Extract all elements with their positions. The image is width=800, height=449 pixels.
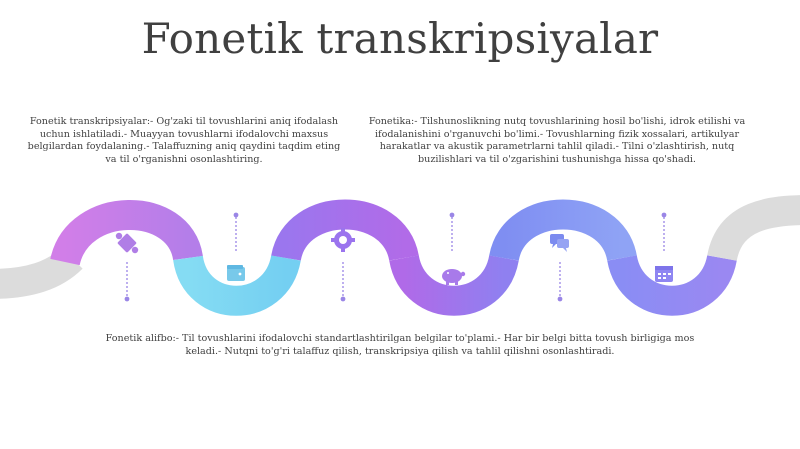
text-block-fonetik-transkripsiyalar: Fonetik transkripsiyalar:- Og'zaki til tovushlarini aniq ifodalash uchun ishlatiladi.- Muayyan tovushlarni ifodalovchi maxsus belgilardan foydalaning.- Talaffuzning aniq qaydini taqdim eting va til o'rganishni osonlashtiring. — [27, 116, 341, 165]
pointer-dot-6 — [662, 213, 667, 218]
page-title: Fonetik transkripsiyalar — [141, 14, 659, 63]
chat-icon — [550, 234, 569, 252]
piggy-bank-icon — [442, 269, 465, 285]
gear-icon — [331, 228, 355, 252]
pointer-dot-3 — [341, 297, 346, 302]
wave-segment-gray-left — [0, 258, 72, 284]
pointer-dot-4 — [450, 213, 455, 218]
wallet-icon — [227, 265, 245, 281]
pointer-dot-1 — [125, 297, 130, 302]
wave-segment-gray-right — [722, 210, 800, 258]
calendar-icon — [655, 266, 673, 282]
pointer-dot-2 — [234, 213, 239, 218]
text-block-fonetik-alifbo: Fonetik alifbo:- Til tovushlarini ifodalovchi standartlashtirilgan belgilar to'plami.- Har bir belgi bitta tovush birligiga mos keladi.- Nutqni to'g'ri talaffuz qilish, transkripsiya qilish va tahlil qilishni osonlashtiradi. — [105, 333, 695, 357]
text-block-fonetika: Fonetika:- Tilshunoslikning nutq tovushlarining hosil bo'lishi, idrok etilishi va ifodalanishini o'rganuvchi bo'limi.- Tovushlarning fizik xossalari, artikulyar harakatlar va akustik parametrlarni tahlil qiladi.- Tilni o'zlashtirish, nutq buzilishlari va til o'zgarishini tushunishga hissa qo'shadi. — [368, 116, 746, 165]
pointer-dot-5 — [558, 297, 563, 302]
puzzle-icon — [116, 233, 138, 253]
